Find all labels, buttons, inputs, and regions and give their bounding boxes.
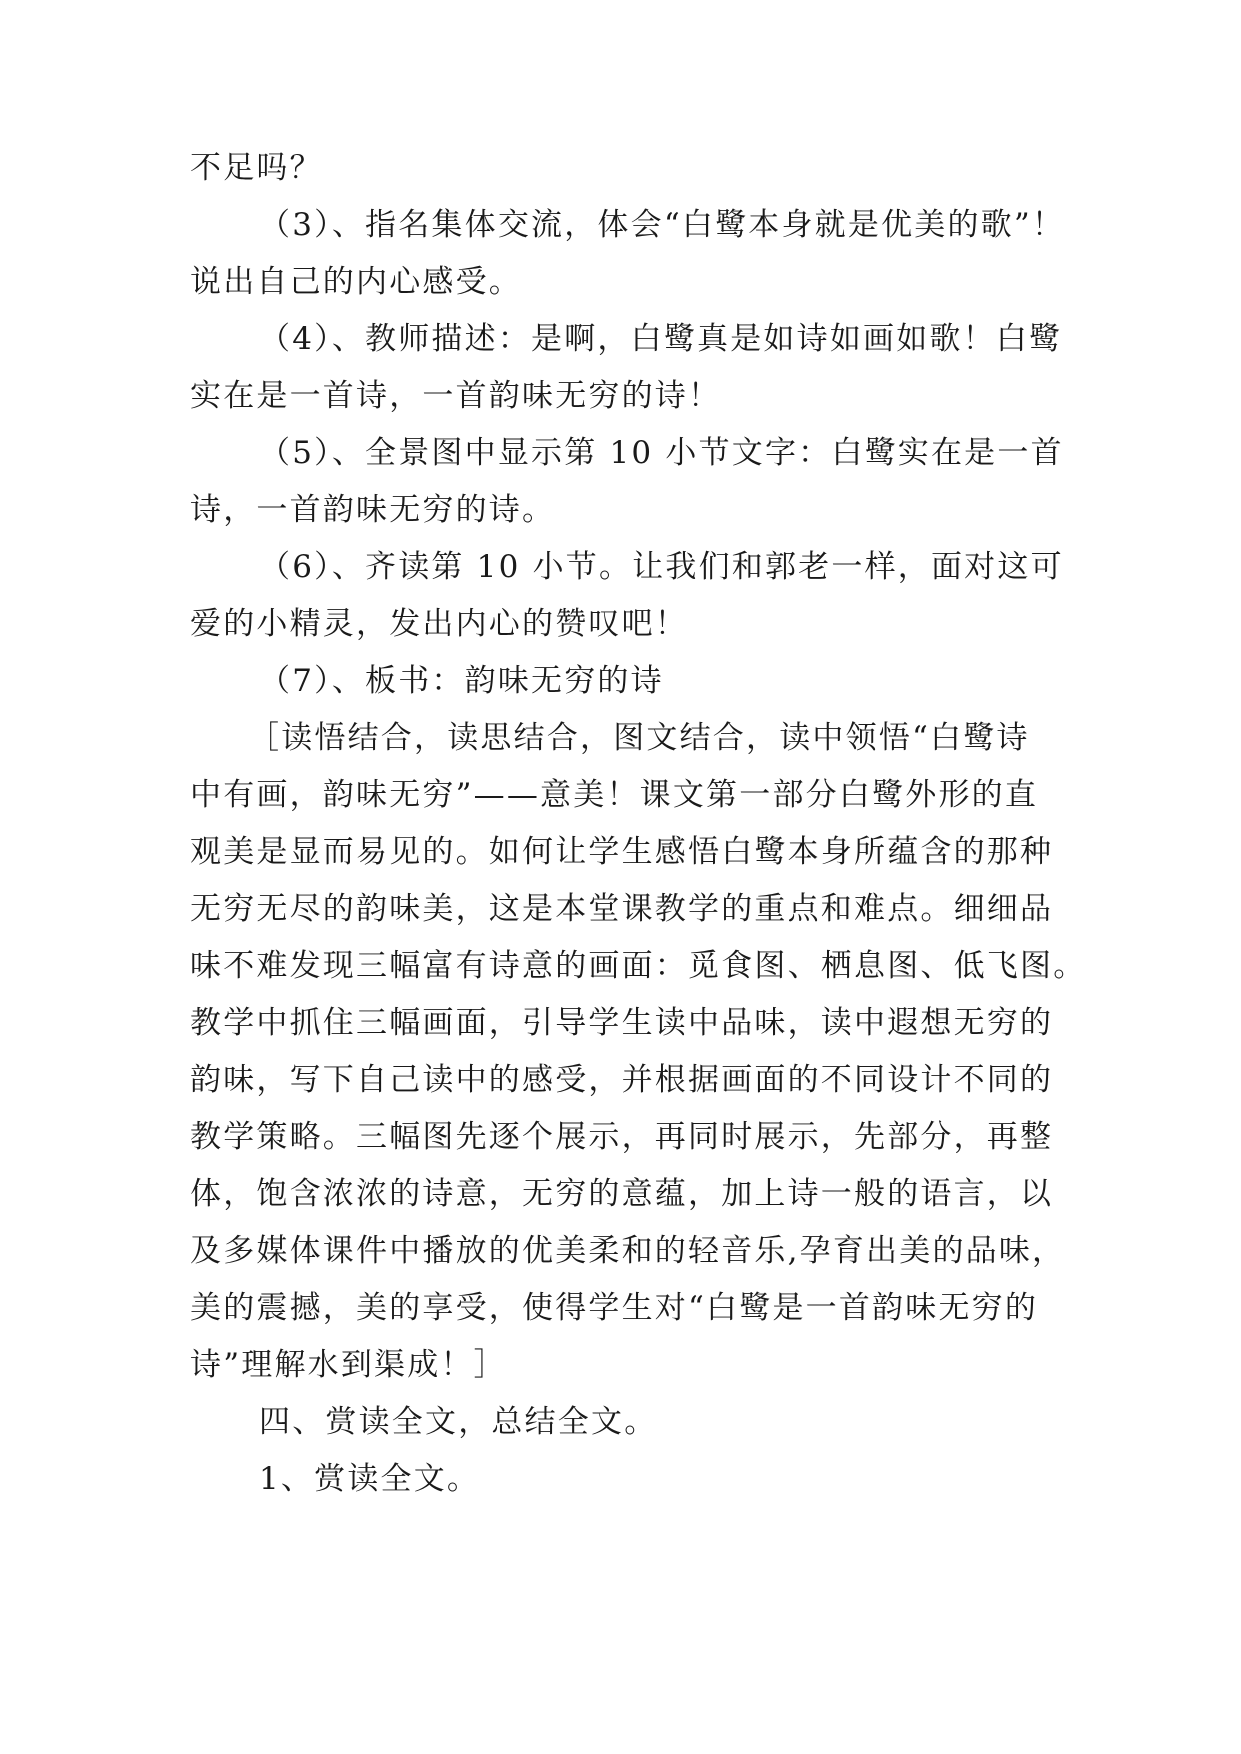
subsection-heading: 1、赏读全文。 bbox=[259, 1461, 481, 1497]
paragraph-line: 诗，一首韵味无穷的诗。 bbox=[190, 492, 556, 528]
paragraph-line: 实在是一首诗，一首韵味无穷的诗！ bbox=[190, 378, 722, 414]
paragraph-line: 观美是显而易见的。如何让学生感悟白鹭本身所蕴含的那种 bbox=[190, 834, 1054, 870]
paragraph-line: 爱的小精灵，发出内心的赞叹吧！ bbox=[190, 606, 688, 642]
paragraph-line: 教学策略。三幅图先逐个展示，再同时展示，先部分，再整 bbox=[190, 1119, 1054, 1155]
paragraph-line: 体，饱含浓浓的诗意，无穷的意蕴，加上诗一般的语言，以 bbox=[190, 1176, 1054, 1212]
paragraph-line: 及多媒体课件中播放的优美柔和的轻音乐,孕育出美的品味， bbox=[190, 1233, 1066, 1269]
paragraph-line: ［读悟结合，读思结合，图文结合，读中领悟“白鹭诗 bbox=[248, 720, 1030, 756]
paragraph-line: 诗”理解水到渠成！］ bbox=[190, 1347, 507, 1383]
paragraph-line: （7）、板书：韵味无穷的诗 bbox=[259, 663, 664, 699]
paragraph-line: （3）、指名集体交流，体会“白鹭本身就是优美的歌”！ bbox=[259, 207, 1066, 243]
paragraph-line: 教学中抓住三幅画面，引导学生读中品味，读中遐想无穷的 bbox=[190, 1005, 1054, 1041]
paragraph-line: 中有画，韵味无穷”——意美！课文第一部分白鹭外形的直 bbox=[190, 777, 1039, 813]
paragraph-line: （4）、教师描述：是啊，白鹭真是如诗如画如歌！白鹭 bbox=[259, 321, 1063, 357]
section-heading: 四、赏读全文，总结全文。 bbox=[259, 1404, 658, 1440]
paragraph-line: 韵味，写下自己读中的感受，并根据画面的不同设计不同的 bbox=[190, 1062, 1054, 1098]
paragraph-line: 美的震撼，美的享受，使得学生对“白鹭是一首韵味无穷的 bbox=[190, 1290, 1039, 1326]
paragraph-line: 不足吗？ bbox=[190, 150, 323, 186]
paragraph-line: 说出自己的内心感受。 bbox=[190, 264, 522, 300]
paragraph-line: 味不难发现三幅富有诗意的画面：觅食图、栖息图、低飞图。 bbox=[190, 948, 1087, 984]
paragraph-line: （6）、齐读第 10 小节。让我们和郭老一样，面对这可 bbox=[259, 549, 1064, 585]
paragraph-line: （5）、全景图中显示第 10 小节文字：白鹭实在是一首 bbox=[259, 435, 1064, 471]
paragraph-line: 无穷无尽的韵味美，这是本堂课教学的重点和难点。细细品 bbox=[190, 891, 1054, 927]
